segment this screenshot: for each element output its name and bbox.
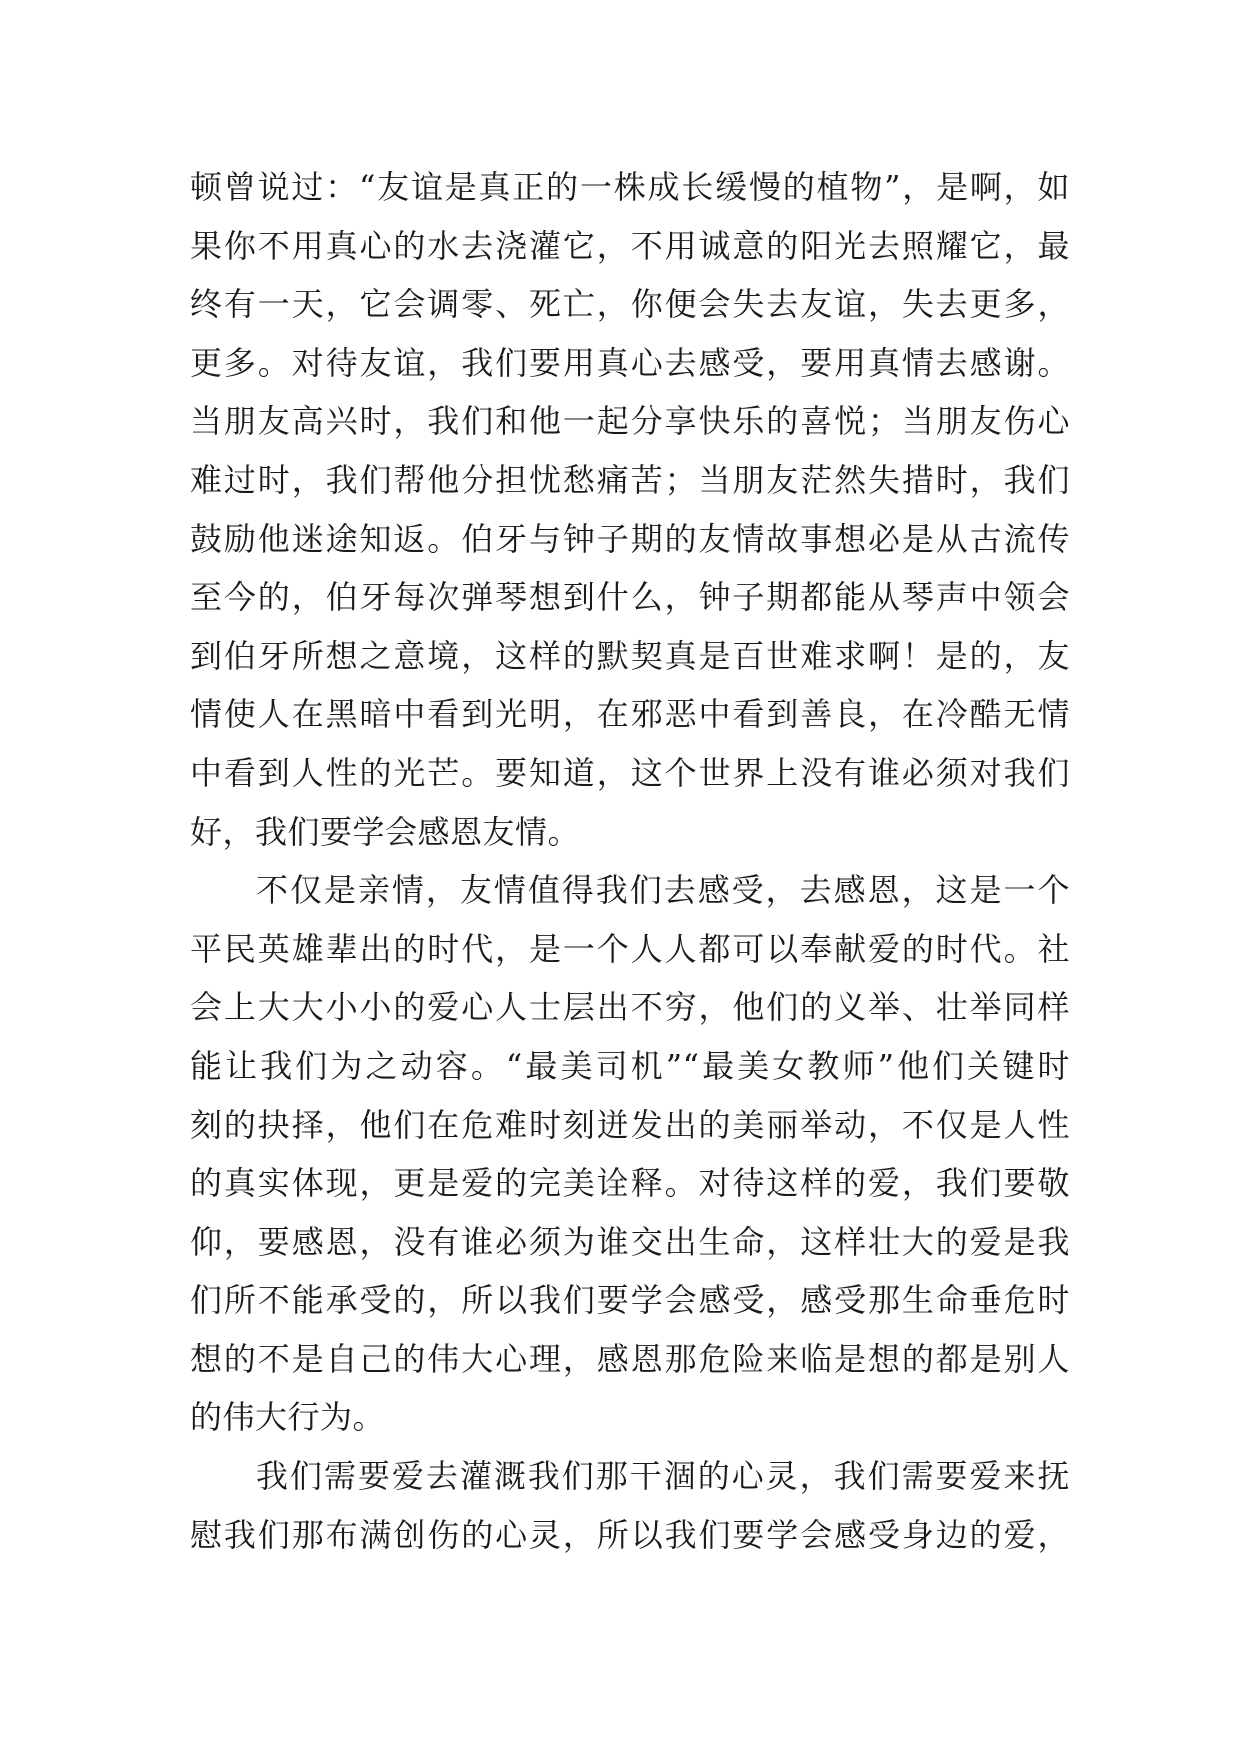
- text-line: 更多。对待友谊，我们要用真心去感受，要用真情去感谢。: [190, 343, 1070, 382]
- text-line: 鼓励他迷途知返。伯牙与钟子期的友情故事想必是从古流传: [190, 519, 1070, 558]
- body-text: [190, 158, 1070, 1564]
- text-line: 到伯牙所想之意境，这样的默契真是百世难求啊！是的，友: [190, 636, 1070, 675]
- text-line: 至今的，伯牙每次弹琴想到什么，钟子期都能从琴声中领会: [190, 578, 1070, 617]
- paragraph-2: [190, 861, 1070, 1447]
- text-line: 当朋友高兴时，我们和他一起分享快乐的喜悦；当朋友伤心: [190, 402, 1070, 441]
- text-line: 会上大大小小的爱心人士层出不穷，他们的义举、壮举同样: [190, 988, 1070, 1027]
- text-line: 好，我们要学会感恩友情。: [190, 812, 581, 851]
- text-line: 我们需要爱去灌溉我们那干涸的心灵，我们需要爱来抚: [256, 1457, 1070, 1496]
- text-line: 们所不能承受的，所以我们要学会感受，感受那生命垂危时: [190, 1281, 1070, 1320]
- text-line: 的伟大行为。: [190, 1398, 386, 1437]
- paragraph-1: [190, 158, 1070, 861]
- text-line: 平民英雄辈出的时代，是一个人人都可以奉献爱的时代。社: [190, 929, 1070, 968]
- text-line: 的真实体现，更是爱的完美诠释。对待这样的爱，我们要敬: [190, 1164, 1070, 1203]
- text-line: 中看到人性的光芒。要知道，这个世界上没有谁必须对我们: [190, 753, 1070, 792]
- paragraph-3: [190, 1447, 1070, 1564]
- text-line: 果你不用真心的水去浇灌它，不用诚意的阳光去照耀它，最: [190, 226, 1070, 265]
- text-line: 顿曾说过：“友谊是真正的一株成长缓慢的植物”，是啊，如: [190, 168, 1070, 206]
- text-line: 刻的抉择，他们在危难时刻迸发出的美丽举动，不仅是人性: [190, 1105, 1070, 1144]
- text-line: 慰我们那布满创伤的心灵，所以我们要学会感受身边的爱，: [190, 1515, 1070, 1554]
- text-line: 能让我们为之动容。“最美司机”“最美女教师”他们关键时: [190, 1046, 1070, 1085]
- text-line: 仰，要感恩，没有谁必须为谁交出生命，这样壮大的爱是我: [190, 1222, 1070, 1261]
- text-line: 难过时，我们帮他分担忧愁痛苦；当朋友茫然失措时，我们: [190, 460, 1070, 499]
- text-line: 想的不是自己的伟大心理，感恩那危险来临是想的都是别人: [190, 1339, 1070, 1378]
- text-line: 情使人在黑暗中看到光明，在邪恶中看到善良，在冷酷无情: [190, 695, 1070, 734]
- text-line: 终有一天，它会调零、死亡，你便会失去友谊，失去更多，: [190, 285, 1070, 324]
- text-line: 不仅是亲情，友情值得我们去感受，去感恩，这是一个: [256, 871, 1070, 910]
